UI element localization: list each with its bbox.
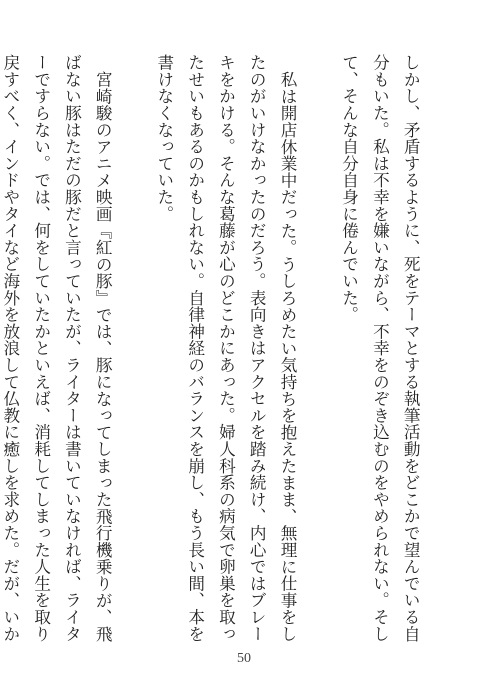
paragraph-1: しかし、矛盾するように、死をテーマとする執筆活動をどこかで望んでいる自分もいた。私は不幸を嫌いながら、不幸をのぞき込むのをやめられない。そして、そんな自分自身に倦んでいた。	[339, 54, 421, 642]
paragraph-2: 私は開店休業中だった。うしろめたい気持ちを抱えたまま、無理に仕事をしたのがいけなかったのだろう。表向きはアクセルを踏み続け、内心ではブレーキをかける。そんな葛藤が心のどこかにあった。婦人科系の病気で卵巣を取ったせいもあるのかもしれない。自律神経のバランスを崩し、もう長い間、本を書けなくなっていた。	[154, 54, 298, 642]
paragraph-3: 宮崎駿のアニメ映画『紅の豚』では、豚になってしまった飛行機乗りが、飛ばない豚はただの豚だと言っていたが、ライターは書いていなければ、ライターですらない。では、何をしていたかといえば、消耗してしまった人生を取り戻すべく、インドやタイなど海外を放浪して仏教に癒しを求めた。だが、いか	[0, 54, 113, 642]
body-text	[0, 54, 456, 644]
page-number: 50	[237, 651, 251, 666]
